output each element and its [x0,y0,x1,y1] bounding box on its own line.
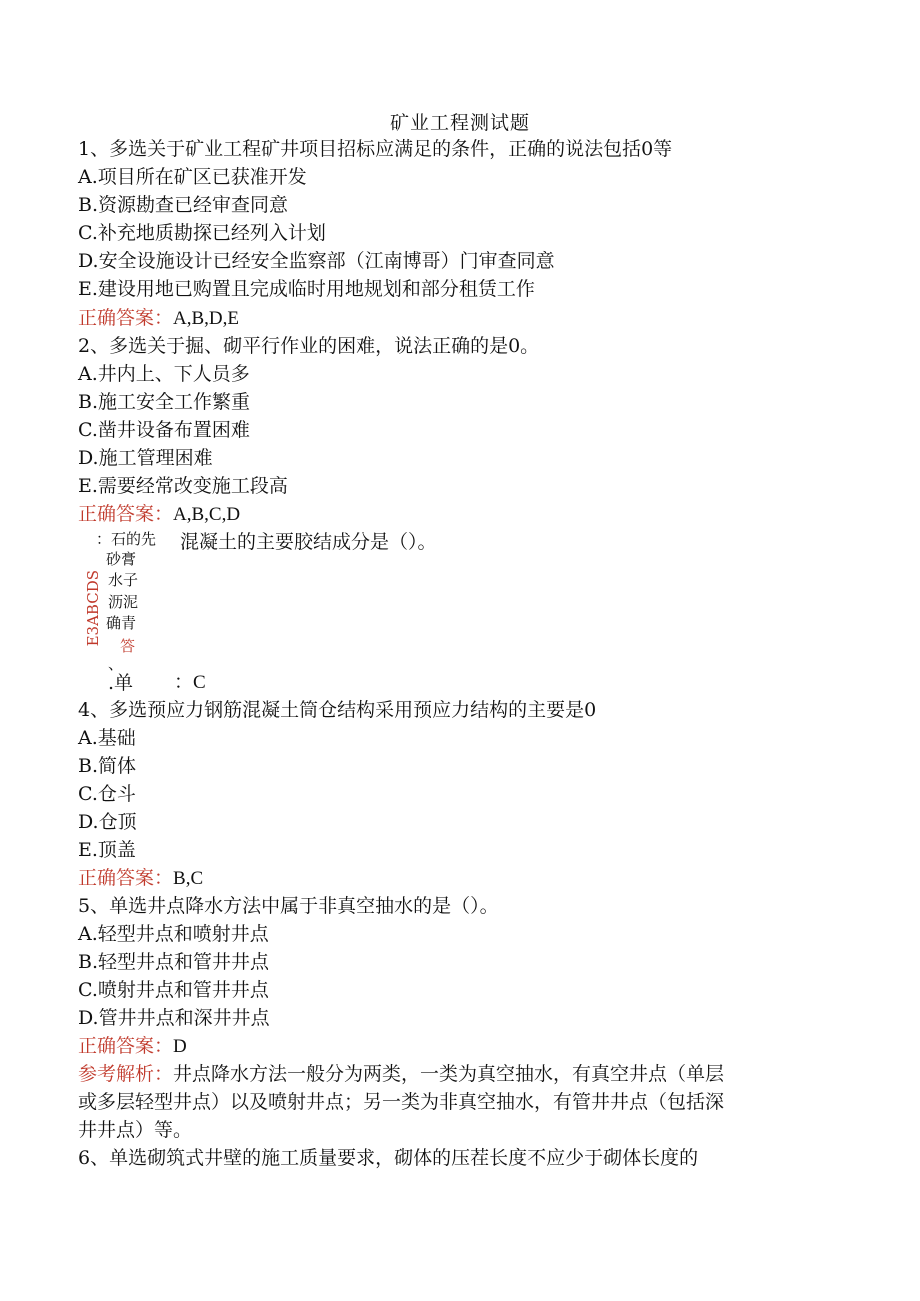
q4-answer [78,865,203,892]
q3-fragment-top: ：石的先 [96,530,157,548]
q1-answer [78,305,239,332]
q2-option-b: B.施工安全工作繁重 [78,391,251,413]
q1-option-b: B.资源勘查已经审查同意 [78,194,289,216]
q3-answer: ：C [174,672,206,693]
q1-option-e: E.建设用地已购置且完成临时用地规划和部分租赁工作 [78,278,535,300]
analysis-text-line-3: 井井点）等。 [78,1119,193,1141]
q5-option-a: A.轻型井点和喷射井点 [78,923,269,945]
q1-option-c: C.补充地质勘探已经列入计划 [78,222,326,244]
q3-fragment-row3: 水子 [108,571,139,589]
q3-fragment-row5: 确青 [106,614,137,632]
q2-stem: 2、多选关于掘、砌平行作业的困难，说法正确的是0。 [78,335,540,357]
q3-fragment-row6: 答 [120,637,136,655]
analysis-label: 参考解析： [78,1063,174,1085]
analysis-text-line-2: 或多层轻型井点）以及喷射井点；另一类为非真空抽水，有管井井点（包括深 [78,1091,725,1113]
q2-answer [78,501,240,528]
answer-label: 正确答案： [78,503,174,525]
q4-option-c: C.仓斗 [78,783,136,805]
q3-fragment-single: .单 [108,672,134,694]
q1-stem: 1、多选关于矿业工程矿井项目招标应满足的条件，正确的说法包括0等 [78,138,673,160]
q5-option-d: D.管井井点和深井井点 [78,1007,270,1029]
q3-fragment-dots: 、 [108,655,124,673]
q1-option-a: A.项目所在矿区已获准开发 [78,166,307,188]
q4-option-b: B.简体 [78,755,137,777]
q6-stem: 6、单选砌筑式井壁的施工质量要求，砌体的压茬长度不应少于砌体长度的 [78,1147,699,1169]
q3-fragment-row4: 沥泥 [108,593,139,611]
q4-stem: 4、多选预应力钢筋混凝土筒仓结构采用预应力结构的主要是0 [78,699,597,721]
q5-option-c: C.喷射井点和管井井点 [78,979,269,1001]
q2-option-c: C.凿井设备布置困难 [78,419,250,441]
answer-value: A,B,C,D [173,504,241,525]
analysis-text-line-1: 井点降水方法一般分为两类，一类为真空抽水，有真空井点（单层 [173,1063,725,1085]
q3-rotated-letters: E3ABCDS [84,570,102,647]
answer-value: A,B,D,E [173,308,239,329]
q4-option-d: D.仓顶 [78,811,137,833]
q5-stem: 5、单选井点降水方法中属于非真空抽水的是（）。 [78,895,499,917]
q2-option-e: E.需要经常改变施工段高 [78,475,288,497]
q2-option-a: A.井内上、下人员多 [78,363,250,385]
answer-label: 正确答案： [78,1035,174,1057]
answer-value: B,C [173,868,204,889]
q3-stem: 混凝土的主要胶结成分是（）。 [180,531,437,553]
answer-value: D [173,1036,187,1057]
q1-option-d: D.安全设施设计已经安全监察部（江南博哥）门审查同意 [78,250,555,272]
q5-answer [78,1033,187,1060]
answer-label: 正确答案： [78,867,174,889]
q2-option-d: D.施工管理困难 [78,447,213,469]
q5-analysis [78,1061,724,1087]
q3-fragment-row2: 砂膏 [106,550,137,568]
q5-option-b: B.轻型井点和管井井点 [78,951,270,973]
page-title: 矿业工程测试题 [389,112,530,134]
q4-option-e: E.顶盖 [78,839,136,861]
q4-option-a: A.基础 [78,727,136,749]
answer-label: 正确答案： [78,307,174,329]
